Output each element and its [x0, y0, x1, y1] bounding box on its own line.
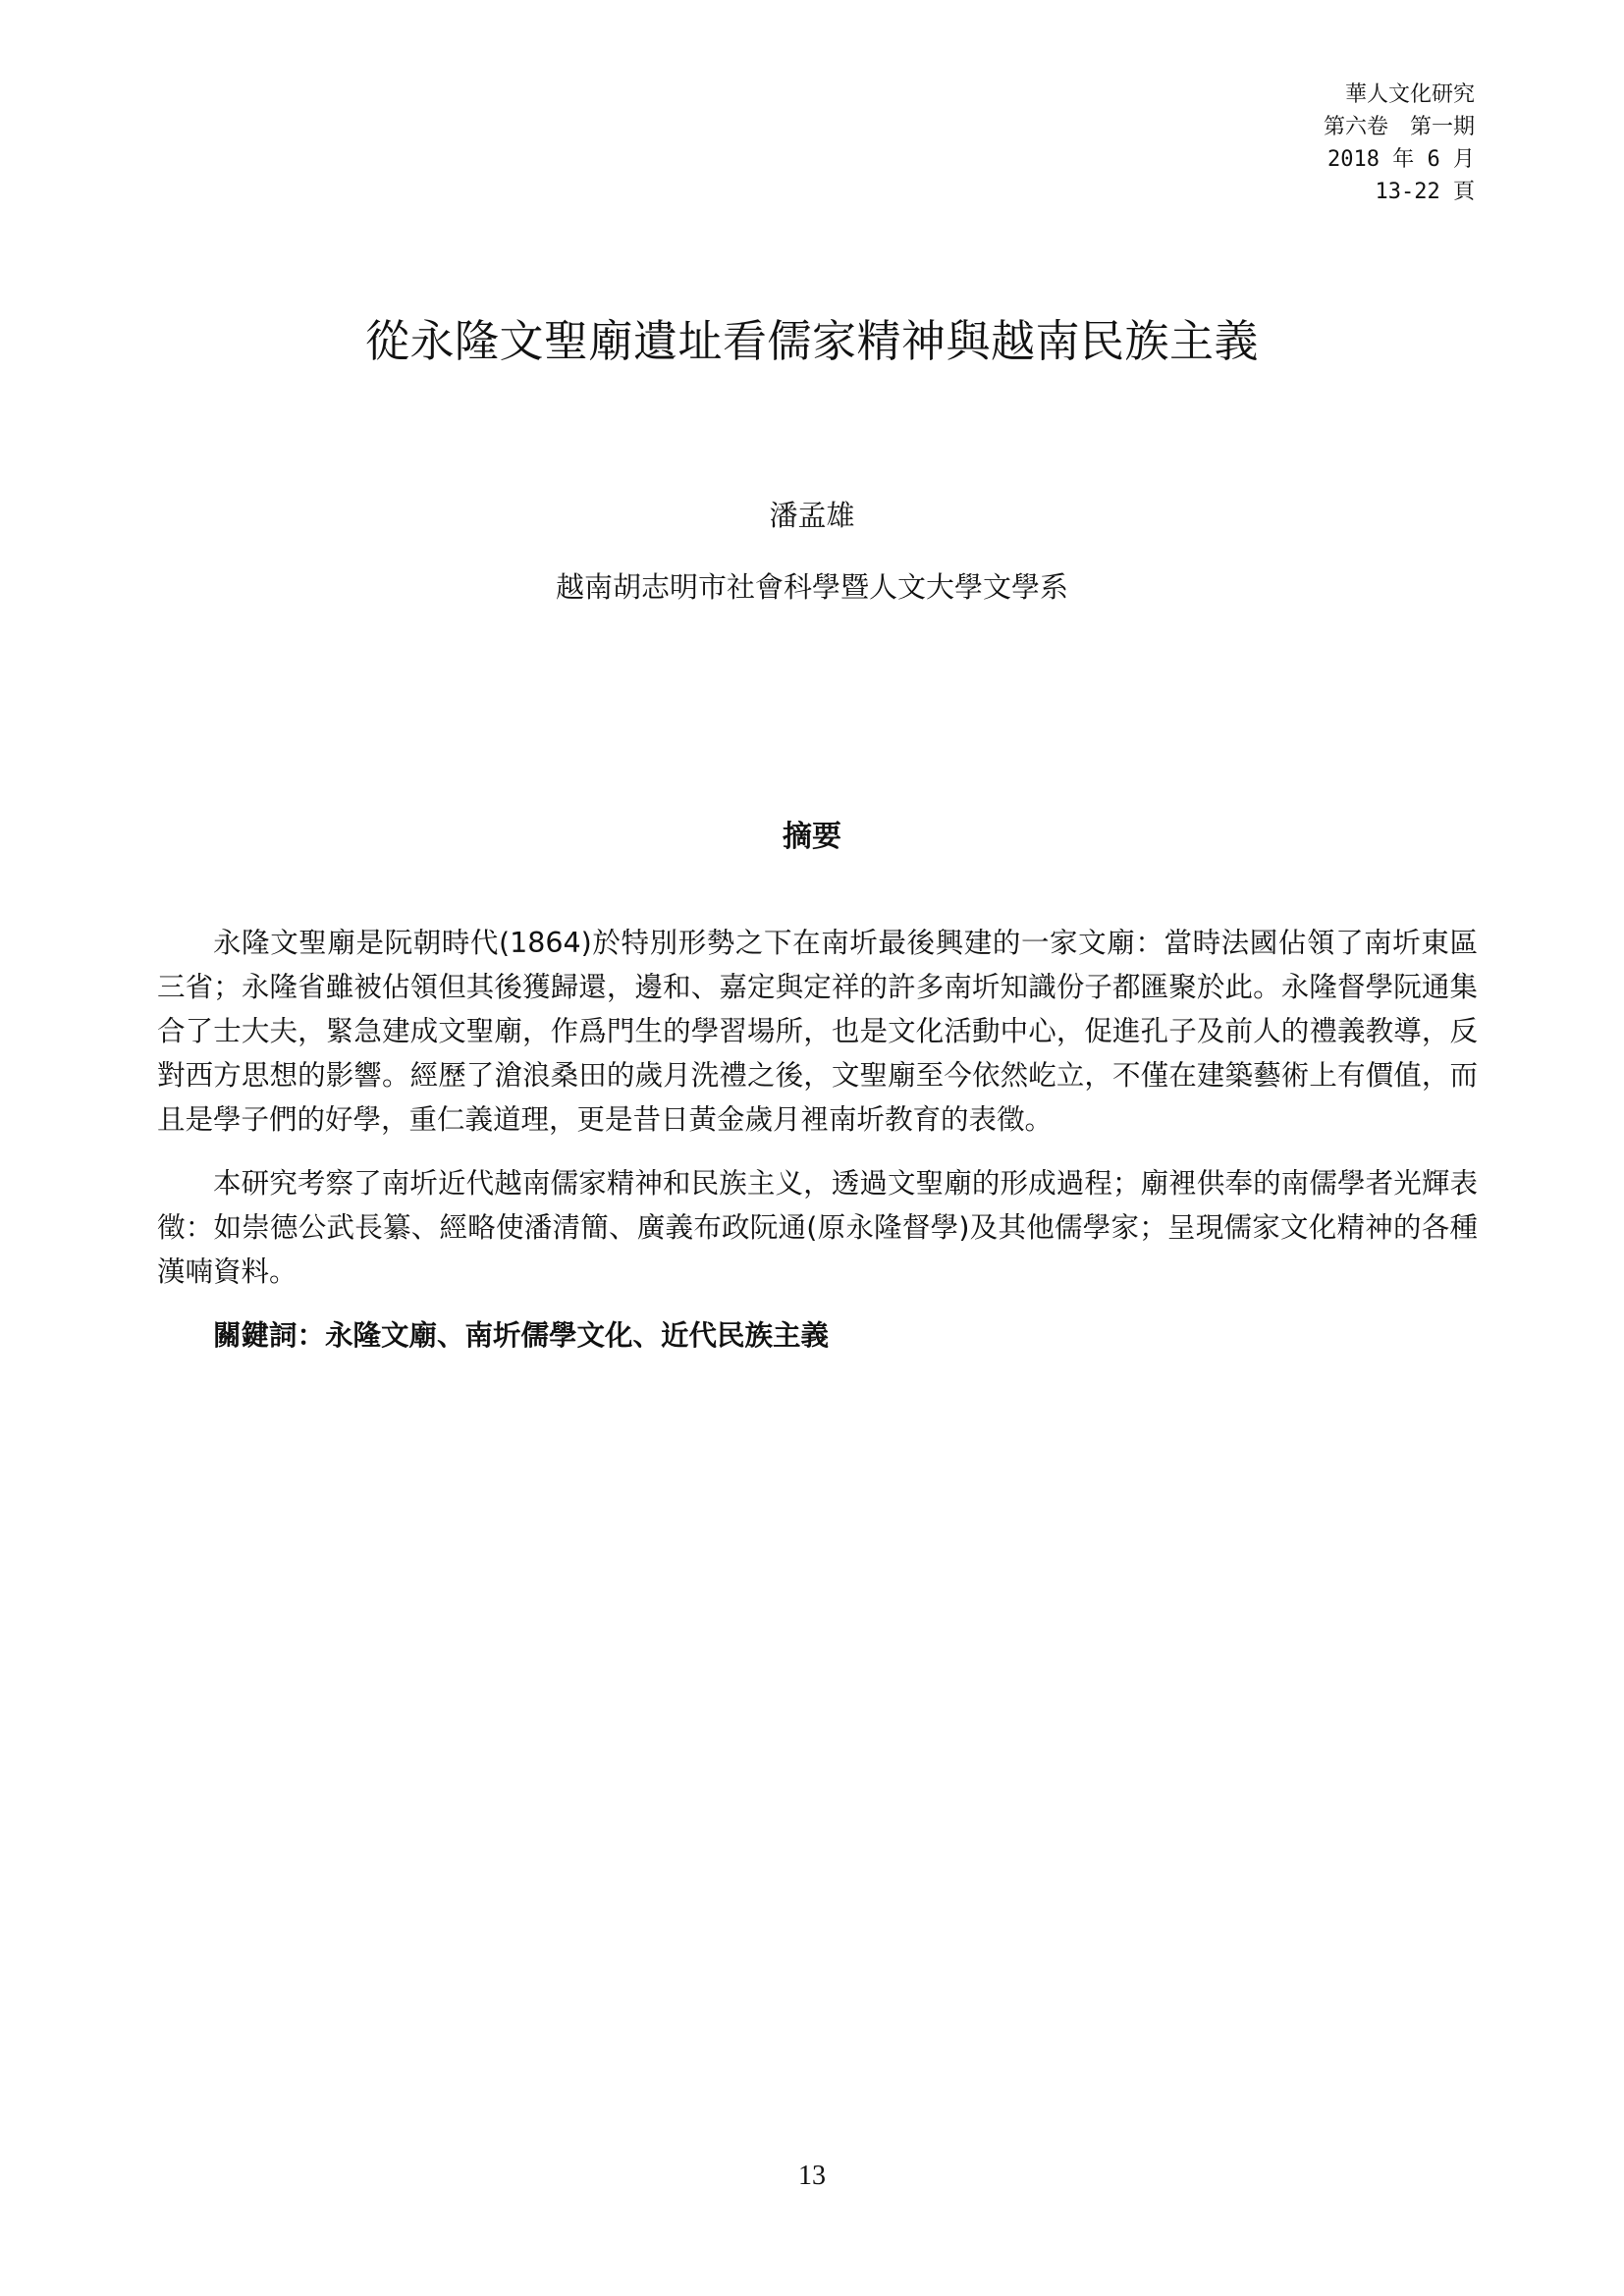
journal-pages: 13-22 頁 — [1375, 180, 1475, 204]
abstract-paragraph: 永隆文聖廟是阮朝時代(1864)於特別形勢之下在南圻最後興建的一家文廟：當時法國佔領了南圻東區三省；永隆省雖被佔領但其後獲歸還，邊和、嘉定與定祥的許多南圻知識份子都匯聚於此。永隆督學阮通集合了士大夫，緊急建成文聖廟，作爲門生的學習場所，也是文化活動中心，促進孔子及前人的禮義教導，反對西方思想的影響。經歷了滄浪桑田的歲月洗禮之後，文聖廟至今依然屹立，不僅在建築藝術上有價值，而且是學子們的好學，重仁義道理，更是昔日黃金歲月裡南圻教育的表徵。 — [157, 927, 1478, 1136]
keywords: 關鍵詞：永隆文廟、南圻儒學文化、近代民族主義 — [213, 1319, 830, 1352]
abstract-paragraph: 本研究考察了南圻近代越南儒家精神和民族主义，透過文聖廟的形成過程；廟裡供奉的南儒學者光輝表徵：如崇德公武長纂、經略使潘清簡、廣義布政阮通(原永隆督學)及其他儒學家；呈現儒家文化精神的各種漢喃資料。 — [157, 1167, 1478, 1288]
paper-title: 從永隆文聖廟遺址看儒家精神與越南民族主義 — [364, 315, 1259, 367]
journal-name: 華人文化研究 — [1344, 82, 1475, 107]
journal-header — [1082, 79, 1475, 208]
journal-volume-issue: 第六卷 第一期 — [1323, 115, 1475, 139]
author-name: 潘孟雄 — [769, 499, 855, 532]
journal-date: 2018 年 6 月 — [1327, 147, 1475, 172]
abstract-heading: 摘要 — [783, 820, 841, 854]
author-affiliation: 越南胡志明市社會科學暨人文大學文學系 — [555, 570, 1068, 604]
page-number: 13 — [798, 2161, 826, 2191]
abstract-body — [157, 921, 1478, 1377]
